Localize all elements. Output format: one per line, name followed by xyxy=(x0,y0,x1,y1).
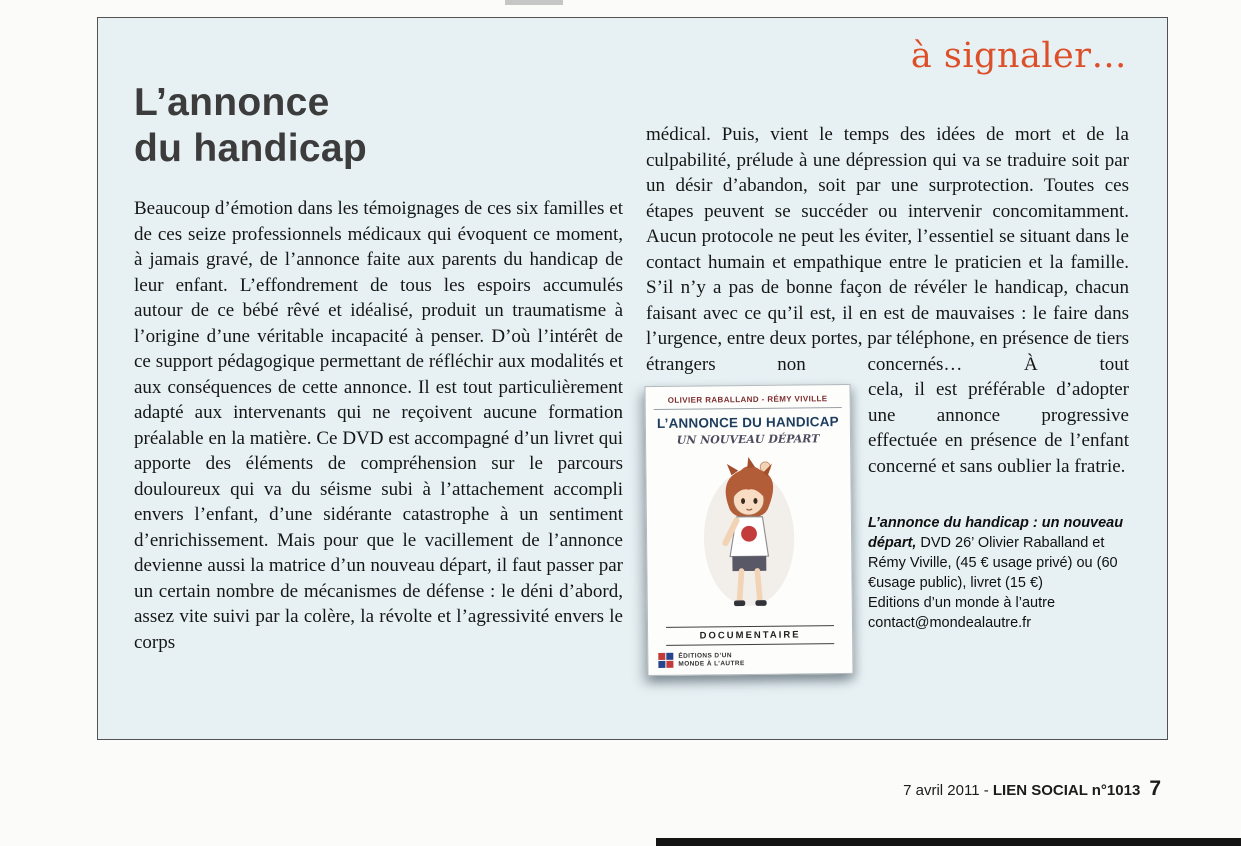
article-title-line2: du handicap xyxy=(134,127,367,170)
page-footer xyxy=(903,777,1161,801)
caption-title: L’annonce du handicap : un nouveau départ, xyxy=(868,515,1124,551)
scan-artifact-bottom xyxy=(656,838,1241,846)
publisher-logo-icon xyxy=(658,653,673,668)
dvd-cover-publisher xyxy=(658,651,842,668)
caption-contact: contact@mondealautre.fr xyxy=(868,615,1032,631)
wrap-zone xyxy=(646,377,1129,668)
right-column xyxy=(646,122,1129,679)
dvd-cover-authors: OLIVIER RABALLAND - RÉMY VIVILLE xyxy=(654,394,842,410)
dvd-cover-photo xyxy=(646,385,852,675)
article-text-wrap: cela, il est préférable d’adopter une annonce progressive effectuée en présence de l’enfant concerné et sans oublier la fratrie. xyxy=(868,379,1129,477)
dvd-cover-genre: DOCUMENTAIRE xyxy=(666,625,834,646)
caption-credits: DVD 26’ Olivier Raballand et Rémy Viville, (45 € usage privé) ou (60 €usage public), livret (15 €) xyxy=(868,535,1118,591)
footer-date: 7 avril 2011 - xyxy=(903,782,993,799)
article-text-right: médical. Puis, vient le temps des idées de mort et de la culpabilité, prélude à une dépression qui va se traduire soit par un désir d’abandon, soit par une surprotection. Toutes ces étapes peuvent se succéder ou intervenir concomitamment. Aucun protocole ne peut les éviter, l’essentiel se situant dans le contact humain et empathique entre le praticien et la famille. S’il n’y a pas de bonne façon de révéler le handicap, chacun faisant avec ce qu’il est, il en est de mauvaises : le faire dans l’urgence, entre deux portes, par téléphone, en présence de tiers étrangers non concernés… À tout xyxy=(646,124,1129,375)
left-column xyxy=(134,80,623,655)
article-title xyxy=(134,80,623,172)
article-title-line1: L’annonce xyxy=(134,81,330,124)
scan-artifact-top xyxy=(505,0,563,5)
footer-journal: LIEN SOCIAL n°1013 xyxy=(992,782,1141,799)
article-panel xyxy=(97,17,1168,740)
article-text-left: Beaucoup d’émotion dans les témoignages de ces six familles et de ces seize professionnels médicaux qui évoquent ce moment, à jamais gravé, de l’annonce faite aux parents du handicap de leur enfant. L’effondrement de tous les espoirs accumulés autour de ce bébé rêvé et idéalisé, produit un traumatisme à l’origine d’une véritable incapacité à penser. D’où l’intérêt de ce support pédagogique permettant de réfléchir aux modalités et aux conséquences de cette annonce. Il est tout particulièrement adapté aux intervenants qui ne reçoivent aucune formation préalable en la matière. Ce DVD est accompagné d’un livret qui apporte des éléments de compréhension sur le parcours douloureux qui va du séisme subi à l’attachement accompli envers l’enfant, d’une sidérante catastrophe à un sentiment d’enrichissement. Mais pour que le vacillement de l’annonce devienne aussi la matrice d’un nouveau départ, il faut passer par un certain nombre de mécanismes de défense : le déni d’abord, assez vite suivi par la colère, la révolte et l’agressivité envers le corps xyxy=(134,198,623,653)
section-label: à signaler… xyxy=(910,36,1127,76)
dvd-cover xyxy=(644,384,853,676)
dvd-cover-title: L’ANNONCE DU HANDICAP xyxy=(656,414,839,431)
footer-page-number: 7 xyxy=(1149,777,1161,800)
dvd-cover-subtitle: UN NOUVEAU DÉPART xyxy=(676,432,820,447)
caption-publisher: Editions d’un monde à l’autre xyxy=(868,595,1056,611)
girl-illustration xyxy=(656,448,842,624)
publisher-name: ÉDITIONS D’UN MONDE À L’AUTRE xyxy=(678,652,745,668)
